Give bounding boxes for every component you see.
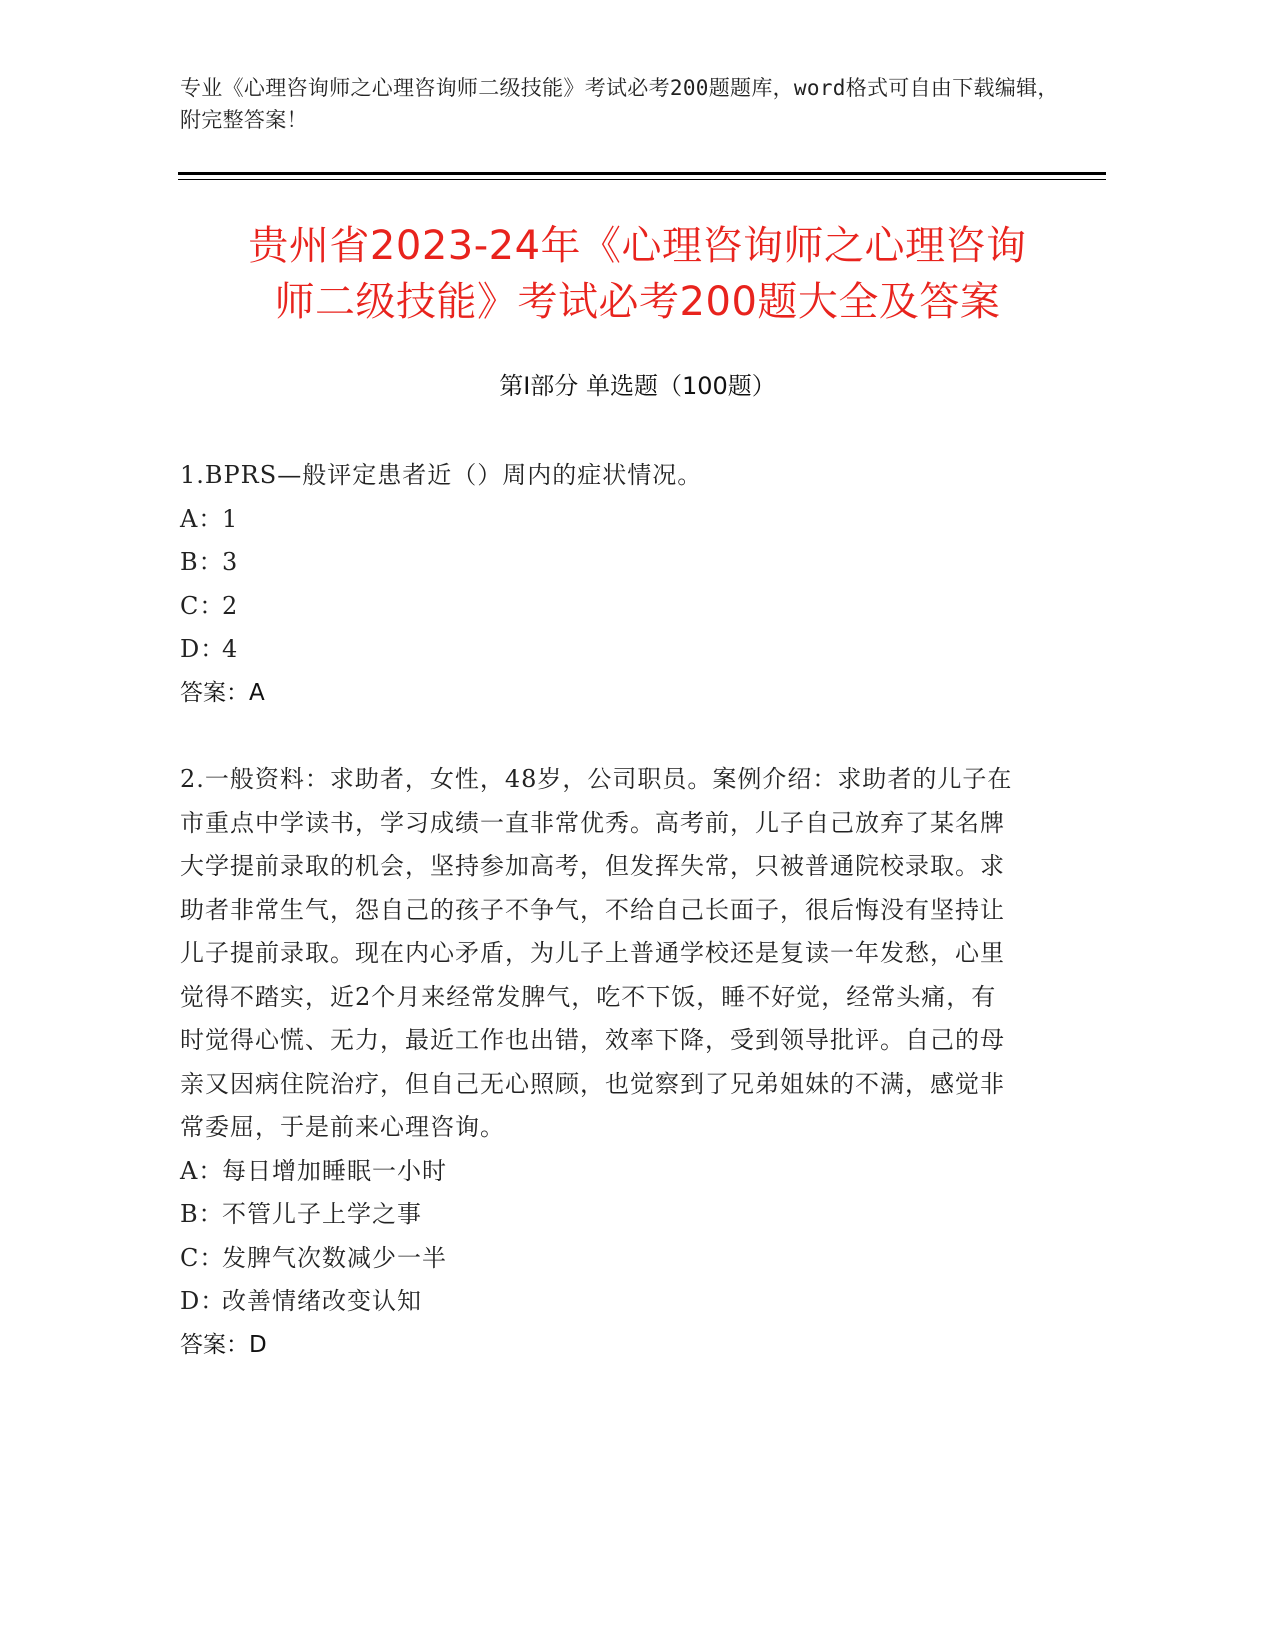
question-text: 1.BPRS—般评定患者近（）周内的症状情况。 <box>180 461 703 489</box>
option-key: A： <box>180 1156 224 1185</box>
option-text: 每日增加睡眠一小时 <box>222 1156 447 1185</box>
option-text: 发脾气次数减少一半 <box>222 1243 447 1272</box>
option-key: B： <box>180 548 224 576</box>
document-title-line-1: 贵州省2023-24年《心理咨询师之心理咨询 <box>248 223 1027 269</box>
option-d <box>180 628 1020 672</box>
question-1 <box>180 454 1020 715</box>
option-key: C： <box>180 1243 225 1272</box>
option-text: 2 <box>222 591 239 620</box>
header-note: 专业《心理咨询师之心理咨询师二级技能》考试必考200题题库，word格式可自由下载编辑，附完整答案！ <box>180 76 1059 132</box>
option-key: C： <box>180 591 225 620</box>
answer: 答案：A <box>180 679 265 706</box>
question-2 <box>180 758 1020 1367</box>
option-text: 改善情绪改变认知 <box>222 1287 422 1315</box>
question-text: 2.一般资料：求助者，女性，48岁，公司职员。案例介绍：求助者的儿子在市重点中学读书，学习成绩一直非常优秀。高考前，儿子自己放弃了某名牌大学提前录取的机会，坚持参加高考，但发挥失常，只被普通院校录取。求助者非常生气，怨自己的孩子不争气，不给自己长面子，很后悔没有坚持让儿子提前录取。现在内心矛盾，为儿子上普通学校还是复读一年发愁，心里觉得不踏实，近2个月来经常发脾气，吃不下饭，睡不好觉，经常头痛，有时觉得心慌、无力，最近工作也出错，效率下降，受到领导批评。自己的母亲又因病住院治疗，但自己无心照顾，也觉察到了兄弟姐妹的不满，感觉非常委屈，于是前来心理咨询。 <box>180 765 1013 1141</box>
answer: 答案：D <box>180 1331 267 1358</box>
header-rule-thick <box>178 172 1106 175</box>
option-c <box>180 585 1020 629</box>
option-c <box>180 1237 1020 1281</box>
option-key: A： <box>180 504 224 533</box>
option-a <box>180 498 1020 542</box>
option-key: D： <box>180 1287 226 1315</box>
option-key: B： <box>180 1200 224 1228</box>
header-rule-thin <box>178 179 1106 180</box>
option-key: D： <box>180 635 226 663</box>
option-b <box>180 1193 1020 1237</box>
option-text: 1 <box>222 504 239 533</box>
option-text: 3 <box>222 548 239 576</box>
option-text: 不管儿子上学之事 <box>222 1200 422 1228</box>
section-title: 第Ⅰ部分 单选题（100题） <box>499 372 776 400</box>
option-a <box>180 1150 1020 1194</box>
document-title <box>150 218 1125 330</box>
option-text: 4 <box>222 635 239 663</box>
option-d <box>180 1280 1020 1324</box>
option-b <box>180 541 1020 585</box>
document-title-line-2: 师二级技能》考试必考200题大全及答案 <box>274 279 1001 325</box>
